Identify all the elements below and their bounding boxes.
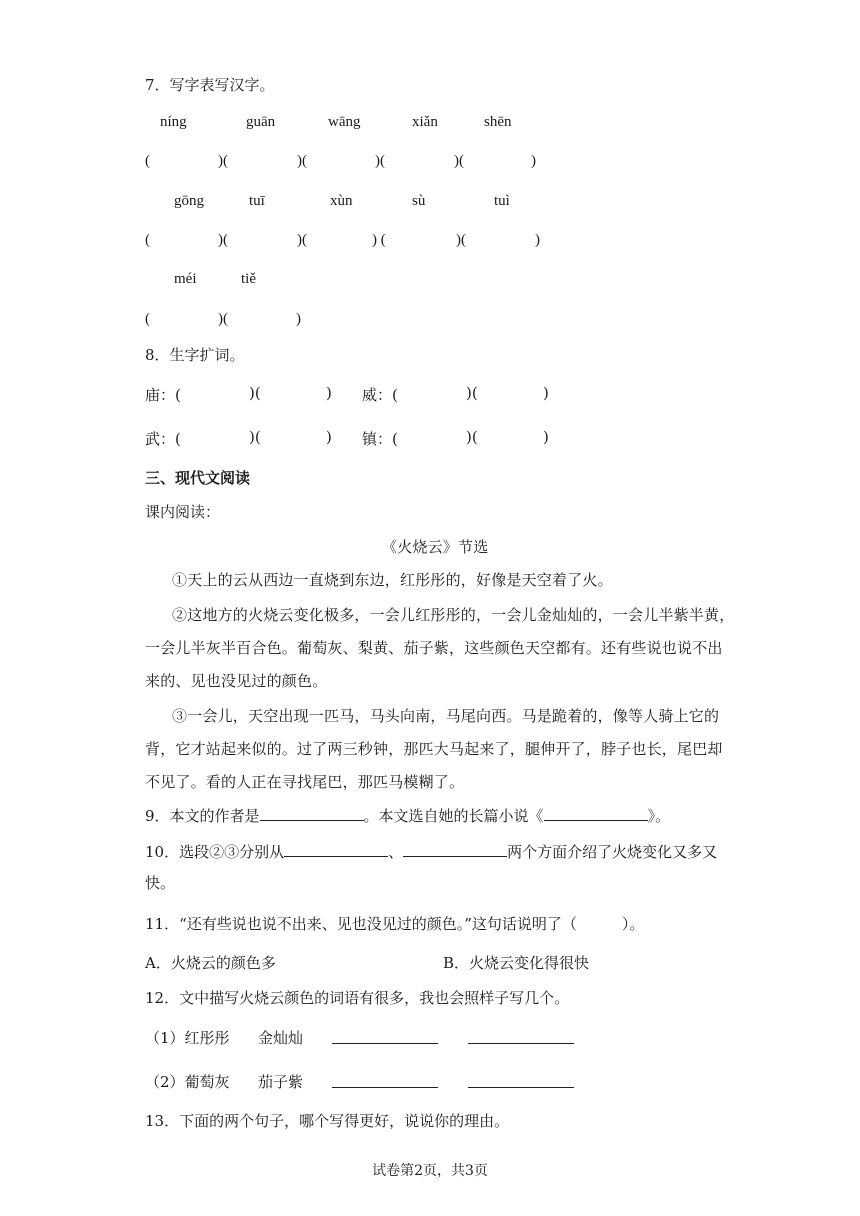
passage-paragraph-2: ②这地方的火烧云变化极多，一会儿红彤彤的，一会儿金灿灿的，一会儿半紫半黄， [172,606,735,624]
q9-text: 9．本文的作者是 [145,807,260,825]
word-label: 庙：( [145,386,181,404]
answer-paren: )( [218,232,228,248]
question-12: 12．文中描写火烧云颜色的词语有很多，我也会照样子写几个。 [145,989,570,1007]
question-9 [145,805,670,826]
answer-paren: ) [543,384,549,402]
pinyin: xiǎn [412,114,438,130]
answer-paren: )( [297,232,307,248]
question-11: 11．“还有些说也说不出来、见也没见过的颜色。”这句话说明了（ ）。 [145,915,645,933]
page-footer: 试卷第2页，共3页 [372,1163,488,1179]
answer-blank[interactable] [403,842,507,857]
passage-paragraph-3: ③一会儿，天空出现一匹马，马头向南，马尾向西。马是跪着的，像等人骑上它的 [172,707,720,725]
answer-paren: ( [145,153,150,169]
passage-title: 《火烧云》节选 [382,538,489,556]
answer-paren: ) [326,428,332,446]
word-label: 威：( [362,386,398,404]
answer-paren: )( [218,311,228,327]
answer-paren: ) [296,311,301,327]
answer-paren: ) [531,153,536,169]
answer-blank[interactable] [468,1073,574,1088]
q9-text: 。本文选自她的长篇小说《 [363,807,544,825]
question-13: 13．下面的两个句子，哪个写得更好，说说你的理由。 [145,1112,510,1130]
word-label: 镇：( [362,430,398,448]
option-a[interactable]: A．火烧云的颜色多 [145,954,276,972]
answer-paren: ( [145,232,150,248]
answer-paren: )( [466,384,478,402]
q10-text: 快。 [145,874,176,892]
answer-blank[interactable] [544,806,648,821]
pinyin: tuī [249,193,265,209]
answer-paren: )( [466,428,478,446]
pinyin: guān [246,114,276,130]
q10-text: 两个方面介绍了火烧变化又多又 [507,843,718,861]
pinyin: xùn [330,193,353,209]
answer-paren: ( [145,311,150,327]
pinyin: gōng [174,193,204,209]
q12-row1-example: 金灿灿 [258,1029,304,1047]
q9-text: 》。 [647,807,671,825]
answer-blank[interactable] [332,1029,438,1044]
answer-blank[interactable] [332,1073,438,1088]
passage-paragraph-3: 不见了。看的人正在寻找尾巴，那匹马模糊了。 [145,773,465,791]
answer-paren: )( [249,384,261,402]
answer-paren: ) [543,428,549,446]
q12-row2-example: 茄子紫 [258,1073,304,1091]
pinyin: níng [160,114,187,130]
section-subheading: 课内阅读： [145,503,221,521]
answer-blank[interactable] [468,1029,574,1044]
pinyin: tuì [494,193,510,209]
question-10 [145,841,717,862]
pinyin: sù [412,193,426,209]
passage-paragraph-2: 一会儿半灰半百合色。葡萄灰、梨黄、茄子紫，这些颜色天空都有。还有些说也说不出 [145,639,723,657]
q10-text: 、 [388,843,404,861]
q10-text: 10．选段②③分别从 [145,843,285,861]
q8-title: 8．生字扩词。 [145,346,245,364]
pinyin: wāng [328,114,361,130]
answer-paren: ) [535,232,540,248]
answer-paren: )( [456,232,466,248]
q7-title: 7．写字表写汉字。 [145,76,275,94]
answer-paren: )( [249,428,261,446]
option-b[interactable]: B．火烧云变化得很快 [443,954,590,972]
answer-blank[interactable] [260,806,364,821]
passage-paragraph-1: ①天上的云从西边一直烧到东边，红彤彤的，好像是天空着了火。 [172,571,613,589]
word-label: 武：( [145,430,181,448]
passage-paragraph-3: 背，它才站起来似的。过了两三秒钟，那匹大马起来了，腿伸开了，脖子也长，尾巴却 [145,740,723,758]
answer-paren: ) ( [372,232,386,248]
q12-row2-label: （2）葡萄灰 [145,1073,230,1091]
section-heading: 三、现代文阅读 [145,469,251,487]
pinyin: shēn [484,114,512,130]
answer-paren: )( [218,153,228,169]
answer-paren: )( [454,153,464,169]
answer-paren: ) [326,384,332,402]
q12-row1-label: （1）红彤彤 [145,1029,230,1047]
passage-paragraph-2: 来的、见也没见过的颜色。 [145,672,328,690]
answer-paren: )( [375,153,385,169]
pinyin: méi [174,271,197,287]
answer-blank[interactable] [284,842,388,857]
answer-paren: )( [297,153,307,169]
pinyin: tiě [241,271,256,287]
